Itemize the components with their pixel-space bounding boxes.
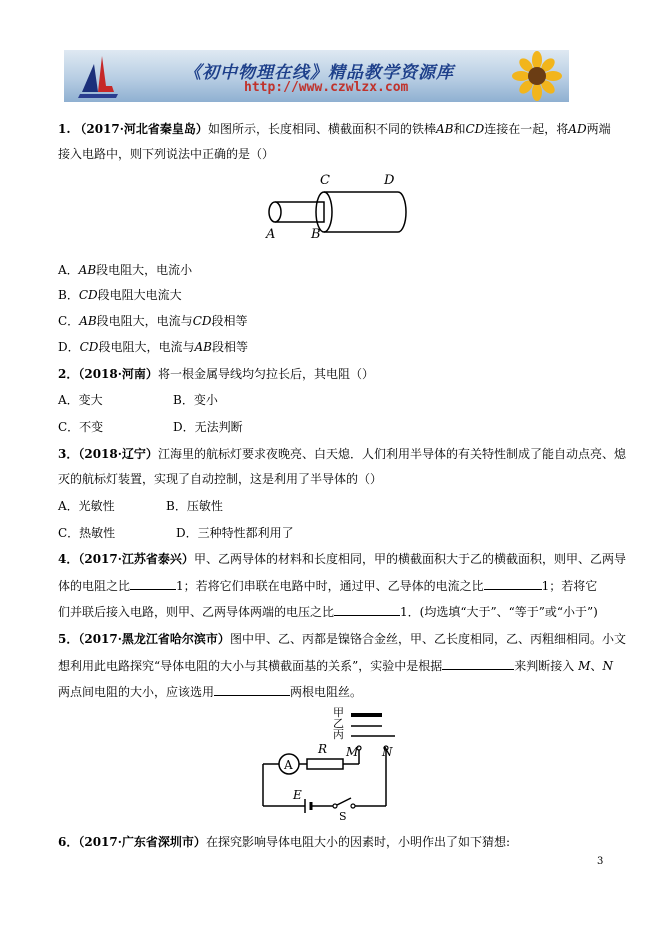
q5-source: （2017·黑龙江省哈尔滨市） xyxy=(78,632,230,646)
q4-blank-2[interactable] xyxy=(484,577,542,590)
switch-icon xyxy=(337,798,351,805)
q5-number: 5． xyxy=(58,632,79,646)
q5-line2: 想利用此电路探究“导体电阻的大小与其横截面基的关系”，实验中是根据 来判断接入 M、N xyxy=(58,659,613,673)
q1-number: 1. xyxy=(58,122,71,136)
q1-text-end: 两端 xyxy=(586,122,611,136)
fig1-label-d: D xyxy=(384,173,395,188)
q5-circuit-diagram xyxy=(255,706,395,821)
label-jia: 甲 xyxy=(333,706,344,719)
q5-blank-2[interactable] xyxy=(214,683,290,696)
logo-icon xyxy=(68,52,128,100)
banner-title: 《初中物理在线》精品教学资源库 xyxy=(184,63,454,83)
q3-line1 xyxy=(58,446,626,462)
q3-option-a: A．光敏性 xyxy=(58,499,115,513)
q2-text: 将一根金属导线均匀拉长后，其电阻（） xyxy=(157,367,374,381)
q5-text: 图中甲、乙、丙都是镍铬合金丝，甲、乙长度相同，乙、丙粗细相同。小文 xyxy=(229,632,626,646)
fig1-label-b: B xyxy=(311,227,321,242)
q3-source: （2018·辽宁） xyxy=(78,447,158,461)
label-ammeter: A xyxy=(284,758,293,772)
q1-option-a: A．AB段电阻大，电流小 xyxy=(58,263,193,277)
q2-source: （2018·河南） xyxy=(78,367,158,381)
label-bing: 丙 xyxy=(333,728,344,741)
q4-line2: 体的电阻之比 1；若将它们串联在电路中时，通过甲、乙导体的电流之比 1；若将它 xyxy=(58,579,598,593)
q6-text: 在探究影响导体电阻大小的因素时，小明作出了如下猜想: xyxy=(205,835,510,849)
q1-text: 如图所示，长度相同、横截面积不同的铁棒 xyxy=(207,122,436,136)
q5-blank-1[interactable] xyxy=(442,657,514,670)
label-s: S xyxy=(339,810,347,821)
q4-source: （2017·江苏省泰兴） xyxy=(78,552,194,566)
q2-option-d: D．无法判断 xyxy=(173,420,243,434)
fig1-label-c: C xyxy=(320,173,330,188)
label-r: R xyxy=(318,742,328,756)
q4-blank-1[interactable] xyxy=(130,577,176,590)
q1-var-ad: AD xyxy=(568,122,587,136)
q1-text-post: 连接在一起，将 xyxy=(484,122,569,136)
q1-option-b: B．CD段电阻大电流大 xyxy=(58,288,182,302)
q4-line3: 们并联后接入电路，则甲、乙两导体两端的电压之比 1．(均选填“大于”、“等于”或“小于”) xyxy=(58,605,598,619)
q1-source: （2017·河北省秦皇岛） xyxy=(74,122,208,136)
q4-line1 xyxy=(58,551,626,567)
label-n: N xyxy=(382,745,393,759)
q4-blank-3[interactable] xyxy=(334,603,400,616)
label-e: E xyxy=(293,788,302,802)
banner-url[interactable]: http://www.czwlzx.com xyxy=(244,80,409,95)
q1-option-d: D．CD段电阻大，电流与AB段相等 xyxy=(58,340,248,354)
q5-line1 xyxy=(58,631,626,647)
q6-source: （2017·广东省深圳市） xyxy=(78,835,206,849)
q3-option-d: D．三种特性都利用了 xyxy=(176,526,294,540)
q4-text: 甲、乙两导体的材料和长度相同，甲的横截面积大于乙的横截面积，则甲、乙两导 xyxy=(193,552,626,566)
q2-stem xyxy=(58,366,374,382)
q1-line2: 接入电路中，则下列说法中正确的是（） xyxy=(58,147,275,161)
q3-option-c: C．热敏性 xyxy=(58,526,116,540)
q1-line1 xyxy=(58,121,611,137)
q1-and: 和 xyxy=(453,122,466,136)
q2-number: 2． xyxy=(58,367,79,381)
label-yi: 乙 xyxy=(333,717,344,730)
page-number: 3 xyxy=(597,856,604,867)
q6-stem xyxy=(58,834,510,850)
q2-option-a: A．变大 xyxy=(58,393,103,407)
fig1-label-a: A xyxy=(266,227,276,242)
header-banner xyxy=(64,50,569,102)
q1-figure-rods xyxy=(258,170,418,242)
q2-option-b: B．变小 xyxy=(173,393,218,407)
q1-var-cd: CD xyxy=(465,122,485,136)
q1-option-c: C．AB段电阻大，电流与CD段相等 xyxy=(58,314,248,328)
q3-line2: 灭的航标灯装置，实现了自动控制，这是利用了半导体的（） xyxy=(58,472,383,486)
resistor-icon xyxy=(307,759,343,769)
q3-text: 江海里的航标灯要求夜晚亮、白天熄．人们利用半导体的有关特性制成了能自动点亮、熄 xyxy=(157,447,626,461)
q3-option-b: B．压敏性 xyxy=(166,499,223,513)
q6-number: 6． xyxy=(58,835,79,849)
q4-number: 4． xyxy=(58,552,79,566)
q5-line3: 两点间电阻的大小，应该选用 两根电阻丝。 xyxy=(58,685,363,699)
q1-var-ab: AB xyxy=(435,122,454,136)
sunflower-icon xyxy=(499,50,569,102)
q3-number: 3． xyxy=(58,447,79,461)
q2-option-c: C．不变 xyxy=(58,420,104,434)
label-m: M xyxy=(346,745,359,759)
